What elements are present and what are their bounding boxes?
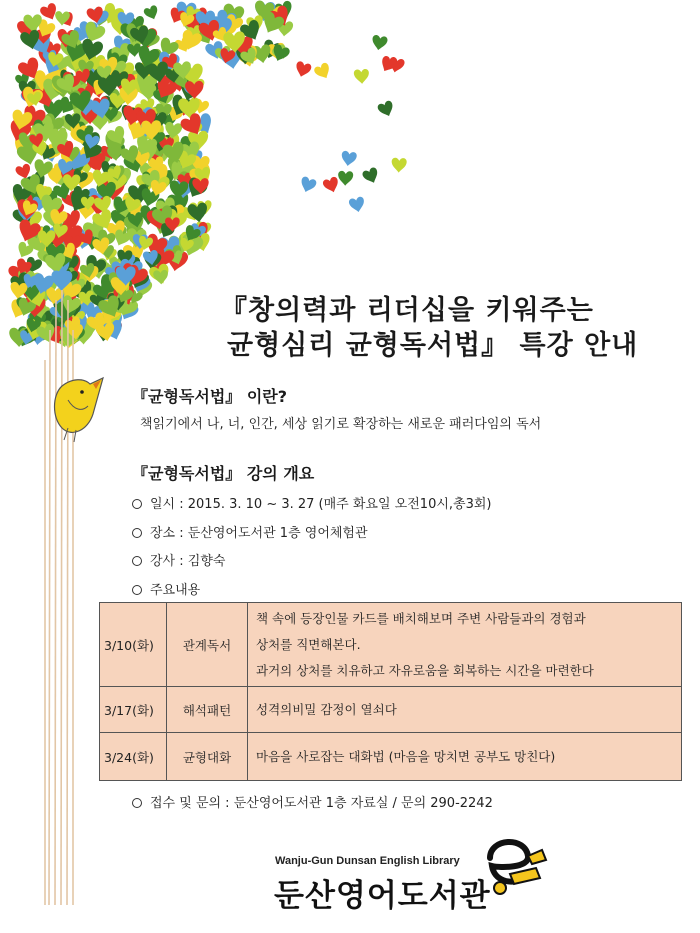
heart-leaf-icon [294, 61, 312, 79]
overview-item-place: 장소 : 둔산영어도서관 1층 영어체험관 [132, 522, 368, 541]
schedule-date: 3/10(화) [100, 603, 167, 687]
page-title-line2: 균형심리 균형독서법』 특강 안내 [227, 330, 639, 361]
overview-item-lecturer: 강사 : 김향숙 [132, 550, 225, 569]
table-row [100, 687, 682, 733]
heart-leaf-icon [340, 150, 357, 167]
heart-leaf-icon [354, 69, 370, 85]
heart-leaf-icon [143, 4, 161, 22]
circle-bullet-icon [132, 528, 142, 538]
heart-leaf-icon [338, 171, 354, 186]
schedule-description: 성격의비밀 감정이 열쇠다 [248, 687, 682, 733]
schedule-description: 책 속에 등장인물 카드를 배치해보며 주변 사람들과의 경험과 상처를 직면해본다. 과거의 상처를 치유하고 자유로움을 회복하는 시간을 마련한다 [248, 603, 682, 687]
heart-leaf-icon [377, 100, 396, 119]
heart-leaf-icon [313, 62, 333, 82]
heart-leaf-icon [391, 158, 407, 173]
heart-leaf-icon [298, 176, 317, 195]
schedule-topic: 균형대화 [167, 733, 248, 781]
circle-bullet-icon [132, 798, 142, 808]
about-description: 책읽기에서 나, 너, 인간, 세상 읽기로 확장하는 새로운 패러다임의 독서 [140, 417, 542, 432]
heart-leaf-icon [322, 176, 341, 195]
schedule-table [99, 602, 682, 781]
schedule-topic: 관계독서 [167, 603, 248, 687]
schedule-date: 3/17(화) [100, 687, 167, 733]
library-name-korean: 둔산영어도서관 [274, 878, 491, 914]
table-row [100, 603, 682, 687]
overview-item-date: 일시 : 2015. 3. 10 ~ 3. 27 (매주 화요일 오전10시,총3회) [132, 493, 492, 512]
overview-item-content: 주요내용 [132, 579, 200, 598]
about-heading: 『균형독서법』 이란? [132, 387, 288, 406]
overview-heading: 『균형독서법』 강의 개요 [132, 464, 315, 483]
schedule-date: 3/24(화) [100, 733, 167, 781]
library-logo-icon [470, 828, 550, 908]
circle-bullet-icon [132, 556, 142, 566]
table-row [100, 733, 682, 781]
schedule-topic: 해석패턴 [167, 687, 248, 733]
heart-leaf-icon [371, 34, 388, 51]
heart-leaf-icon [361, 166, 381, 185]
contact-info: 접수 및 문의 : 둔산영어도서관 1층 자료실 / 문의 290-2242 [132, 792, 493, 811]
schedule-description: 마음을 사로잡는 대화법 (마음을 망치면 공부도 망친다) [248, 733, 682, 781]
library-name-english: Wanju-Gun Dunsan English Library [275, 855, 460, 867]
heart-leaf-icon [348, 196, 366, 213]
circle-bullet-icon [132, 499, 142, 509]
circle-bullet-icon [132, 585, 142, 595]
page-title-line1: 『창의력과 리더십을 키워주는 [220, 295, 594, 326]
